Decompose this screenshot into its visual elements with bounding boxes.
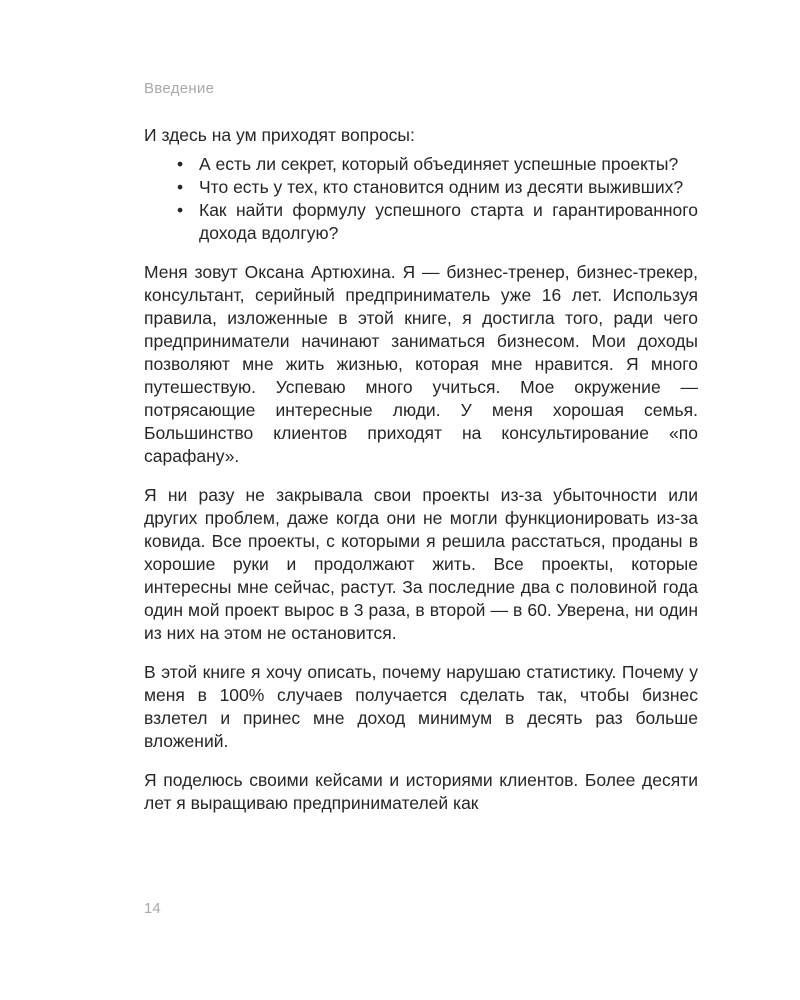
paragraph-projects: Я ни разу не закрывала свои проекты из-за убыточности или других проблем, даже когда они не могли функционировать из-за ковида. Все проекты, с которыми я решила расстаться, проданы в хорошие руки и продолжают жить. Все проекты, которые интересны мне сейчас, растут. За последние два с половиной года один мой проект вырос в 3 раза, в второй — в 60. Уверена, ни один из них на этом не остановится. [144,485,698,643]
questions-list [144,153,698,245]
running-head: Введение [144,80,215,97]
bullet-icon: • [177,154,184,174]
list-item-text: Что есть у тех, кто становится одним из десяти выживших? [199,177,684,197]
paragraph-introduction: Меня зовут Оксана Артюхина. Я — бизнес-тренер, бизнес-трекер, консультант, серийный предприниматель уже 16 лет. Используя правила, изложенные в этой книге, я достигла того, ради чего предприниматели начинают заниматься бизнесом. Мои доходы позволяют мне жить жизнью, которая мне нравится. Я много путешествую. Успеваю много учиться. Мое окружение — потрясающие интересные люди. У меня хорошая семья. Большинство клиентов приходят на консультирование «по сарафану». [144,262,698,466]
paragraph-cases: Я поделюсь своими кейсами и историями клиентов. Более десяти лет я выращиваю предпринимателей как [144,770,698,813]
list-item-text: А есть ли секрет, который объединяет успешные проекты? [199,154,679,174]
list-item [144,199,698,245]
list-item [144,153,698,176]
page-number: 14 [144,900,161,917]
list-item [144,176,698,199]
list-item-text: Как найти формулу успешного старта и гарантированного дохода вдолгую? [199,200,698,243]
bullet-icon: • [177,177,184,197]
intro-paragraph: И здесь на ум приходят вопросы: [144,125,415,145]
bullet-icon: • [177,200,184,220]
page-body [144,124,698,831]
paragraph-book-purpose: В этой книге я хочу описать, почему нарушаю статистику. Почему у меня в 100% случаев получается сделать так, чтобы бизнес взлетел и принес мне доход минимум в десять раз больше вложений. [144,662,698,751]
